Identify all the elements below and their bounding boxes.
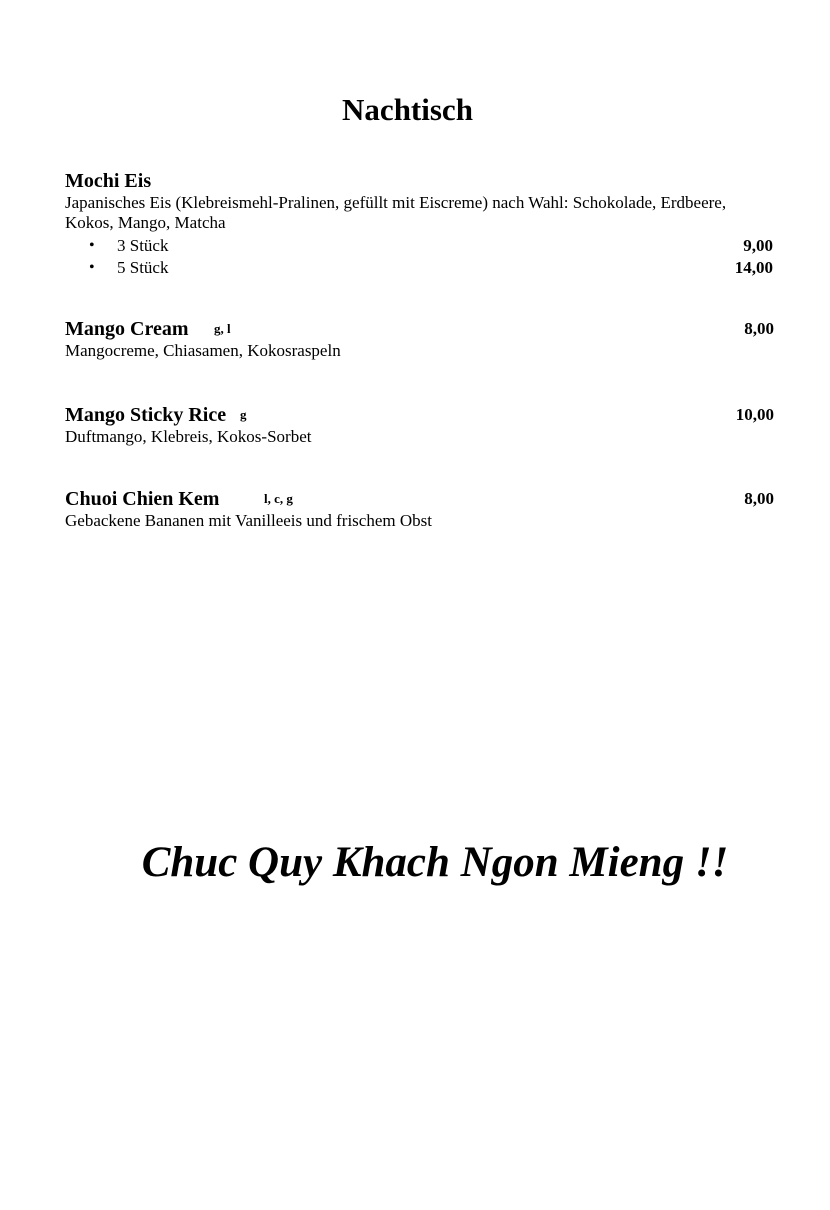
allergen-codes: g [240,407,247,422]
item-header [65,169,774,193]
page-title: Nachtisch [342,92,473,127]
item-header [65,487,774,511]
allergen-codes: l, c, g [264,491,293,506]
bullet-icon: • [89,237,95,254]
item-price: 8,00 [744,489,774,508]
menu-item-chuoi-chien-kem [65,487,774,531]
item-description: Mangocreme, Chiasamen, Kokosraspeln [65,341,341,360]
variant-item [65,257,774,279]
variant-label: 5 Stück [117,258,169,277]
bullet-icon: • [89,259,95,276]
variant-item [65,235,774,257]
item-header [65,317,774,341]
item-price: 10,00 [735,405,774,424]
variant-price: 9,00 [743,236,773,255]
allergen-codes: g, l [214,321,231,336]
item-description: Japanisches Eis (Klebreismehl-Pralinen, gefüllt mit Eiscreme) nach Wahl: Schokolade, Erdbeere, Kokos, Mango, Matcha [65,193,727,232]
item-description: Gebackene Bananen mit Vanilleeis und frischem Obst [65,511,432,530]
variant-list [65,235,774,279]
item-price: 8,00 [744,319,774,338]
variant-price: 14,00 [734,258,773,277]
item-name: Chuoi Chien Kem [65,488,220,510]
menu-item-mochi-eis [65,169,774,279]
menu-item-mango-cream [65,317,774,361]
closing-greeting: Chuc Quy Khach Ngon Mieng !! [141,839,729,886]
item-name: Mango Cream [65,318,189,340]
variant-label: 3 Stück [117,236,169,255]
menu-item-mango-sticky-rice [65,403,774,447]
item-description: Duftmango, Klebreis, Kokos-Sorbet [65,427,312,446]
item-name: Mochi Eis [65,170,152,192]
item-header [65,403,774,427]
item-name: Mango Sticky Rice [65,404,227,426]
